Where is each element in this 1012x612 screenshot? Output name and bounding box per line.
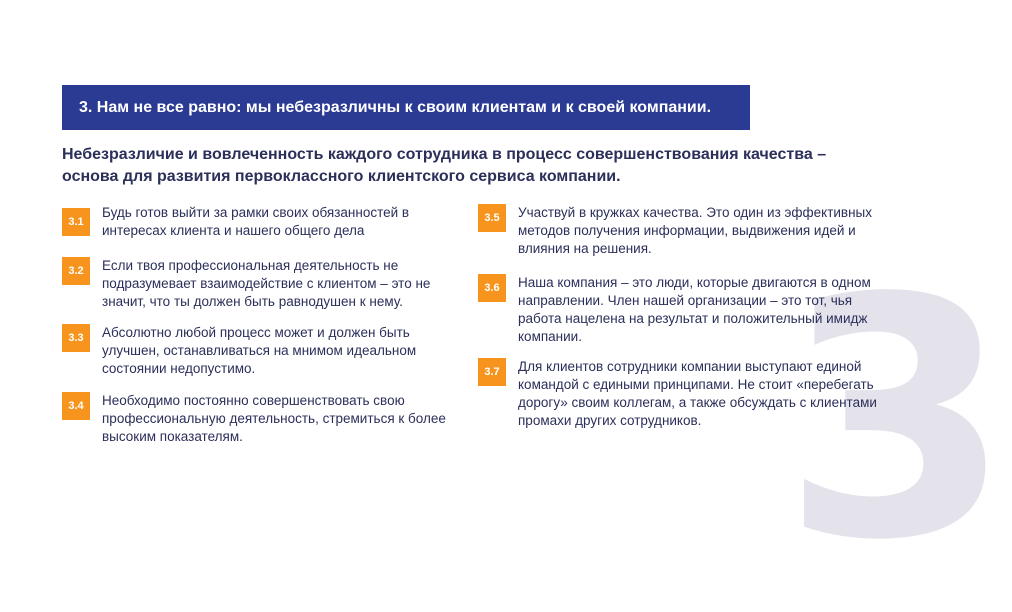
section-title: 3. Нам не все равно: мы небезразличны к своим клиентам и к своей компании.: [79, 98, 712, 116]
item-number-badge: 3.3: [62, 324, 90, 352]
decorative-big-number: 3: [782, 228, 1012, 612]
item-number-badge: 3.1: [62, 208, 90, 236]
item-number-badge: 3.6: [478, 274, 506, 302]
item-number-badge: 3.4: [62, 392, 90, 420]
item-text: Наша компания – это люди, которые двигаются в одном направлении. Член нашей организации – это тот, чья работа нацелена на результат и положительный имидж компании.: [518, 275, 871, 344]
item-number-badge: 3.7: [478, 358, 506, 386]
item-text: Участвуй в кружках качества. Это один из эффективных методов получения информации, выдвижения идей и влияния на решения.: [518, 205, 872, 256]
item-text: Будь готов выйти за рамки своих обязанностей в интересах клиента и нашего общего дела: [102, 205, 410, 238]
item-text: Для клиентов сотрудники компании выступают единой командой с едиными принципами. Не стоит «перебегать дорогу» своим коллегам, а также обсуждать с клиентами промахи других сотрудников.: [518, 359, 877, 428]
section-subtitle: Небезразличие и вовлеченность каждого сотрудника в процесс совершенствования качества – основа для развития первоклассного клиентского сервиса компании.: [62, 146, 827, 185]
item-number-badge: 3.5: [478, 204, 506, 232]
list-item-3-3: [62, 324, 462, 378]
list-item-3-7: [478, 358, 878, 430]
list-item-3-6: [478, 274, 878, 346]
item-text: Абсолютно любой процесс может и должен быть улучшен, останавливаться на мнимом идеальном состоянии недопустимо.: [102, 325, 417, 376]
item-text: Необходимо постоянно совершенствовать свою профессиональную деятельность, стремиться к более высоким показателям.: [102, 393, 446, 444]
item-number-badge: 3.2: [62, 257, 90, 285]
section-title-bar: [62, 85, 750, 130]
list-item-3-1: [62, 204, 462, 240]
list-item-3-4: [62, 392, 462, 446]
item-text: Если твоя профессиональная деятельность не подразумевает взаимодействие с клиентом – это не значит, что ты должен быть равнодушен к нему.: [102, 258, 431, 309]
list-item-3-5: [478, 204, 878, 258]
list-item-3-2: [62, 257, 462, 311]
